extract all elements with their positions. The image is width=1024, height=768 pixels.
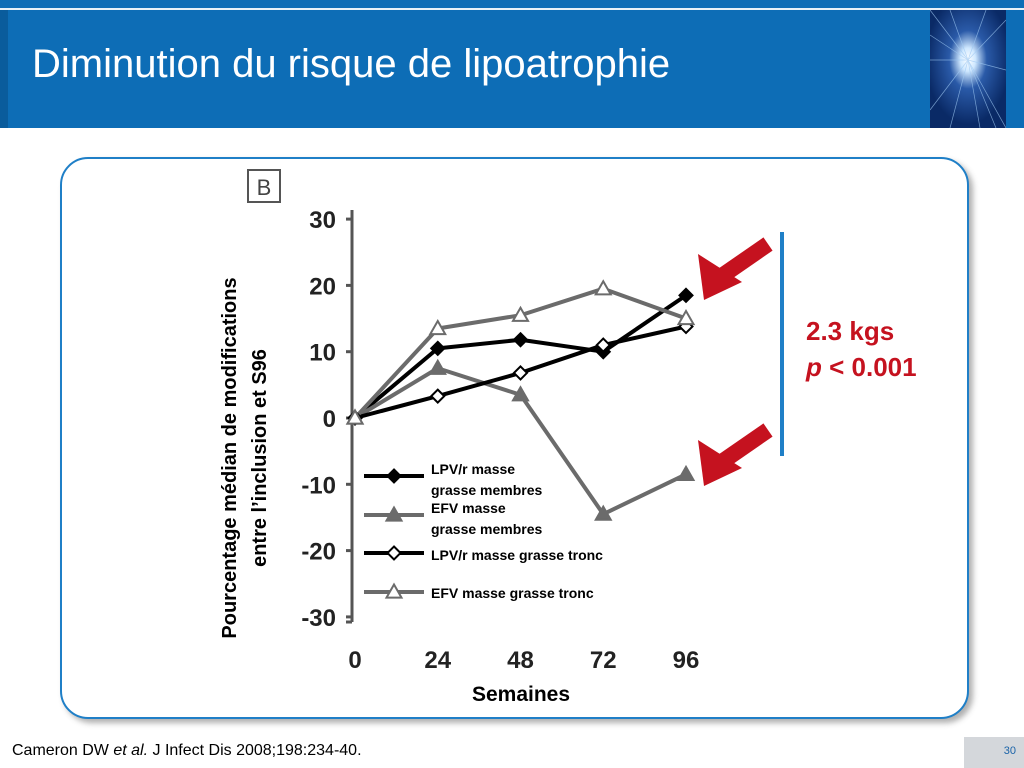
diamond-marker [388,470,401,483]
page-title: Diminution du risque de lipoatrophie [32,42,671,86]
diamond-marker [431,390,444,403]
y-axis-label-line2: entre l’inclusion et S96 [249,349,271,567]
y-tick-label: -20 [301,538,336,566]
diamond-marker [388,547,401,560]
red-arrow-upper-icon [698,244,768,300]
red-arrow-lower-icon [698,430,768,486]
p-value [806,349,917,385]
legend-label: LPV/r masse [431,461,516,477]
diamond-marker [514,366,527,379]
x-tick-label: 24 [424,647,452,674]
y-ticks [301,207,352,632]
panel-label: B [256,175,272,200]
y-tick-label: 10 [309,339,336,367]
p-value-text: < 0.001 [821,352,917,382]
series-lines [355,289,686,514]
citation-source: J Infect Dis 2008;198:234-40. [148,742,362,759]
x-tick-label: 96 [672,647,700,674]
y-tick-label: -10 [301,472,336,500]
diamond-marker [514,333,527,346]
triangle-marker [679,467,694,480]
result-annotation [806,313,917,385]
y-tick-label: 30 [309,207,336,235]
y-tick-label: 0 [322,406,336,433]
x-tick-label: 72 [589,647,617,674]
page-number: 30 [1003,745,1016,757]
y-tick-label: 20 [309,273,336,301]
legend-label-line2: grasse membres [431,521,543,537]
legend-label-line2: grasse membres [431,482,543,498]
triangle-marker [430,361,445,374]
citation-etal: et al. [113,742,149,759]
y-axis-label-group [219,277,271,638]
triangle-marker [596,281,611,294]
p-symbol: p [806,352,822,382]
legend [364,461,603,601]
x-tick-label: 48 [507,647,534,674]
page-number-box [964,737,1024,768]
citation [12,742,362,760]
x-ticks [348,647,699,674]
x-tick-label: 0 [348,647,362,674]
legend-label: EFV masse [431,500,506,516]
y-tick-label: -30 [301,604,336,632]
weight-difference: 2.3 kgs [806,316,895,346]
legend-label: LPV/r masse grasse tronc [431,547,603,563]
legend-label: EFV masse grasse tronc [431,585,594,601]
citation-author: Cameron DW [12,742,114,759]
x-axis-label: Semaines [471,683,571,706]
y-axis-label-line1: Pourcentage médian de modifications [219,277,241,639]
